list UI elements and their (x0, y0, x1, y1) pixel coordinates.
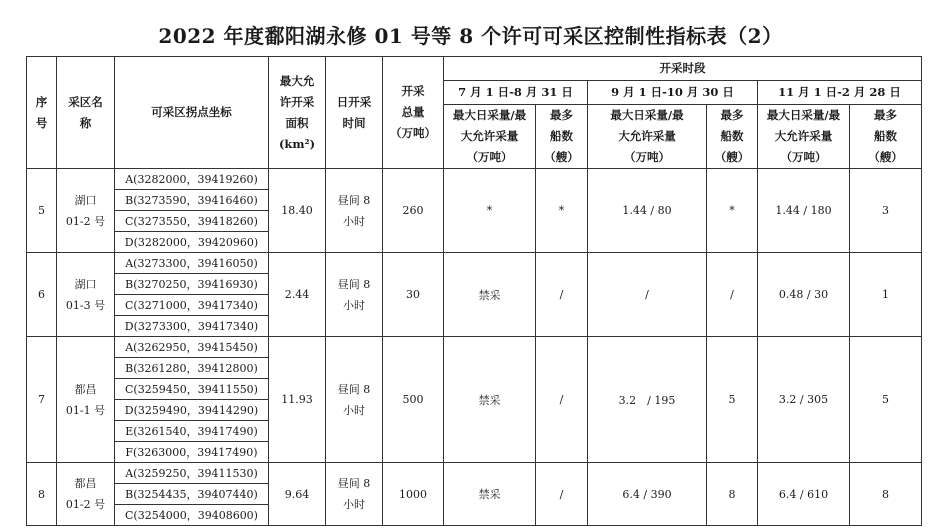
row-area: 2.44 (269, 253, 326, 337)
header-p1-ships: 最多 船数 （艘） (536, 105, 588, 169)
table-row (27, 463, 922, 484)
row-seq: 7 (27, 337, 57, 463)
header-p1-volume: 最大日采量/最 大允许采量 （万吨） (444, 105, 536, 169)
row-p1-ships: / (536, 463, 588, 526)
coord-cell: F(3263000，39417490) (115, 442, 269, 463)
coord-cell: A(3273300，39416050) (115, 253, 269, 274)
coord-cell: B(3273590，39416460) (115, 190, 269, 211)
header-seq: 序 号 (27, 57, 57, 169)
coord-cell: C(3259450，39411550) (115, 379, 269, 400)
row-p1-volume: * (444, 169, 536, 253)
coord-cell: A(3282000，39419260) (115, 169, 269, 190)
row-seq: 8 (27, 463, 57, 526)
header-coords: 可采区拐点坐标 (115, 57, 269, 169)
row-p1-ships: / (536, 253, 588, 337)
header-period-1: 7 月 1 日-8 月 31 日 (444, 81, 588, 105)
row-total: 1000 (383, 463, 444, 526)
row-p2-ships: * (707, 169, 758, 253)
row-total: 500 (383, 337, 444, 463)
page-title: 2022 年度鄱阳湖永修 01 号等 8 个许可可采区控制性指标表（2） (158, 24, 783, 48)
coord-cell: A(3262950，39415450) (115, 337, 269, 358)
coord-cell: A(3259250，39411530) (115, 463, 269, 484)
table-row (27, 253, 922, 274)
row-p3-volume: 6.4 / 610 (758, 463, 850, 526)
row-p2-ships: 8 (707, 463, 758, 526)
coord-cell: D(3259490，39414290) (115, 400, 269, 421)
header-time: 日开采 时间 (326, 57, 383, 169)
header-p2-volume: 最大日采量/最 大允许采量 （万吨） (588, 105, 707, 169)
coord-cell: E(3261540，39417490) (115, 421, 269, 442)
header-row-1 (27, 57, 922, 81)
header-name: 采区名 称 (57, 57, 115, 169)
row-p3-ships: 5 (850, 337, 922, 463)
row-p1-ships: * (536, 169, 588, 253)
coord-cell: C(3254000，39408600) (115, 505, 269, 526)
row-p1-volume: 禁采 (444, 253, 536, 337)
row-time: 昼间 8 小时 (326, 463, 383, 526)
coord-cell: C(3271000，39417340) (115, 295, 269, 316)
row-p3-ships: 1 (850, 253, 922, 337)
row-p3-volume: 3.2 / 305 (758, 337, 850, 463)
row-total: 260 (383, 169, 444, 253)
row-name: 湖口 01-2 号 (57, 169, 115, 253)
row-p2-ships: / (707, 253, 758, 337)
row-p2-ships: 5 (707, 337, 758, 463)
row-p2-volume: 3.2 / 195 (588, 337, 707, 463)
row-p1-volume: 禁采 (444, 337, 536, 463)
row-p3-ships: 3 (850, 169, 922, 253)
row-name: 都昌 01-1 号 (57, 337, 115, 463)
row-time: 昼间 8 小时 (326, 337, 383, 463)
coord-cell: B(3261280，39412800) (115, 358, 269, 379)
row-time: 昼间 8 小时 (326, 169, 383, 253)
row-seq: 5 (27, 169, 57, 253)
row-seq: 6 (27, 253, 57, 337)
row-p3-ships: 8 (850, 463, 922, 526)
row-p2-volume: / (588, 253, 707, 337)
row-p2-volume: 1.44 / 80 (588, 169, 707, 253)
row-name: 都昌 01-2 号 (57, 463, 115, 526)
row-name: 湖口 01-3 号 (57, 253, 115, 337)
row-area: 18.40 (269, 169, 326, 253)
table-row (27, 337, 922, 358)
header-total: 开采 总量 （万吨） (383, 57, 444, 169)
coord-cell: D(3282000，39420960) (115, 232, 269, 253)
header-period-group: 开采时段 (444, 57, 922, 81)
row-p2-volume: 6.4 / 390 (588, 463, 707, 526)
row-total: 30 (383, 253, 444, 337)
row-p1-ships: / (536, 337, 588, 463)
coord-cell: B(3270250，39416930) (115, 274, 269, 295)
table-row (27, 169, 922, 190)
coord-cell: C(3273550，39418260) (115, 211, 269, 232)
row-time: 昼间 8 小时 (326, 253, 383, 337)
coord-cell: D(3273300，39417340) (115, 316, 269, 337)
header-p3-ships: 最多 船数 （艘） (850, 105, 922, 169)
row-area: 9.64 (269, 463, 326, 526)
header-period-3: 11 月 1 日-2 月 28 日 (758, 81, 922, 105)
header-p2-ships: 最多 船数 （艘） (707, 105, 758, 169)
header-period-2: 9 月 1 日-10 月 30 日 (588, 81, 758, 105)
header-p3-volume: 最大日采量/最 大允许采量 （万吨） (758, 105, 850, 169)
coord-cell: B(3254435，39407440) (115, 484, 269, 505)
header-area: 最大允 许开采 面积 (km²) (269, 57, 326, 169)
indicator-table (26, 56, 922, 526)
row-p3-volume: 1.44 / 180 (758, 169, 850, 253)
row-p3-volume: 0.48 / 30 (758, 253, 850, 337)
row-p1-volume: 禁采 (444, 463, 536, 526)
row-area: 11.93 (269, 337, 326, 463)
